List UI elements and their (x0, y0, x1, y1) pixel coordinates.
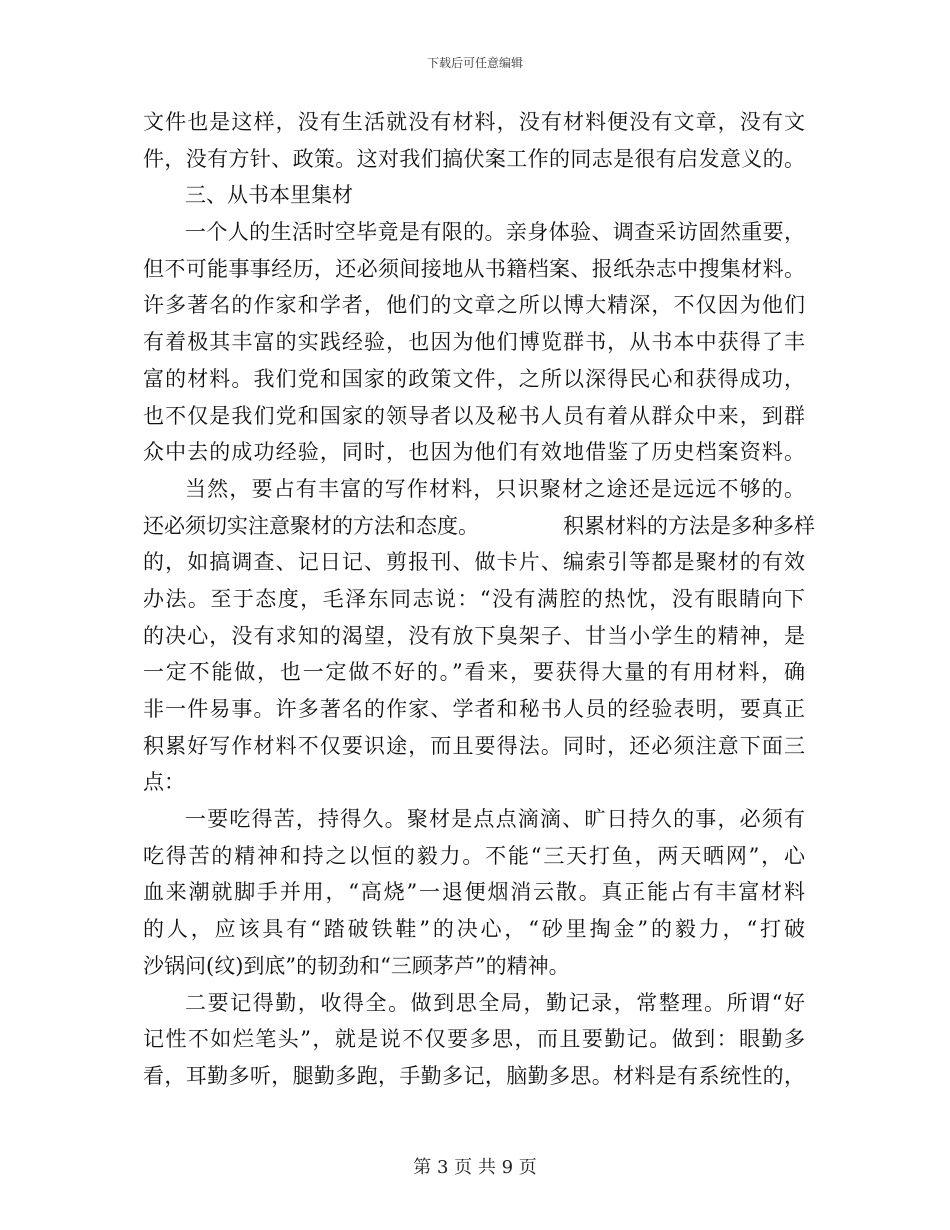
text-line: 一个人的生活时空毕竟是有限的。亲身体验、调查采访固然重要， (185, 220, 805, 245)
text-line: 的人，应该具有“踏破铁鞋”的决心，“砂里掏金”的毅力，“打破 (143, 917, 805, 942)
section-heading: 三、从书本里集材 (185, 183, 353, 208)
text-line: 众中去的成功经验，同时，也因为他们有效地借鉴了历史档案资料。 (143, 440, 805, 465)
text-line: 记性不如烂笔头”，就是说不仅要多思，而且要勤记。做到：眼勤多 (143, 1027, 805, 1052)
text-line: 点： (143, 770, 185, 795)
text-line: 文件也是这样，没有生活就没有材料，没有材料便没有文章，没有文 (143, 110, 805, 134)
text-fragment: 还必须切实注意聚材的方法和态度。 (143, 513, 479, 538)
text-line: 许多著名的作家和学者，他们的文章之所以博大精深，不仅因为他们 (143, 293, 805, 318)
text-line: 办法。至于态度，毛泽东同志说：“没有满腔的热忱，没有眼睛向下 (143, 586, 805, 611)
text-line: 积累好写作材料不仅要识途，而且要得法。同时，还必须注意下面三 (143, 733, 805, 758)
text-line: 当然，要占有丰富的写作材料，只识聚材之途还是远远不够的。 (185, 476, 805, 501)
text-line: 吃得苦的精神和持之以恒的毅力。不能“三天打鱼，两天晒网”，心 (143, 843, 805, 868)
page-header: 下载后可任意编辑 (426, 56, 523, 70)
page-number: 第 3 页 共 9 页 (413, 1157, 537, 1178)
text-line (143, 508, 815, 545)
text-line: 富的材料。我们党和国家的政策文件，之所以深得民心和获得成功， (143, 366, 805, 391)
text-line: 有着极其丰富的实践经验，也因为他们博览群书，从书本中获得了丰 (143, 330, 805, 355)
text-line: 一要吃得苦，持得久。聚材是点点滴滴、旷日持久的事，必须有 (185, 807, 805, 832)
text-line: 二要记得勤，收得全。做到思全局，勤记录，常整理。所谓“好 (185, 990, 805, 1015)
text-line: 但不可能事事经历，还必须间接地从书籍档案、报纸杂志中搜集材料。 (143, 256, 805, 281)
text-line: 血来潮就脚手并用，“高烧”一退便烟消云散。真正能占有丰富材料 (143, 880, 805, 905)
text-line: 也不仅是我们党和国家的领导者以及秘书人员有着从群众中来，到群 (143, 403, 805, 428)
text-fragment: 积累材料的方法是多种多样 (563, 513, 815, 538)
text-line: 沙锅问(纹)到底”的韧劲和“三顾茅芦”的精神。 (143, 953, 570, 978)
text-line: 看，耳勤多听，腿勤多跑，手勤多记，脑勤多思。材料是有系统性的， (143, 1063, 805, 1088)
document-body (143, 104, 815, 1095)
text-line: 非一件易事。许多著名的作家、学者和秘书人员的经验表明，要真正 (143, 697, 805, 721)
text-line: 一定不能做，也一定做不好的。”看来，要获得大量的有用材料，确 (143, 660, 805, 685)
text-line: 的，如搞调查、记日记、剪报刊、做卡片、编索引等都是聚材的有效 (143, 550, 805, 575)
text-line: 件，没有方针、政策。这对我们搞伏案工作的同志是很有启发意义的。 (143, 146, 805, 171)
text-line: 的决心，没有求知的渴望，没有放下臭架子、甘当小学生的精神，是 (143, 623, 805, 648)
